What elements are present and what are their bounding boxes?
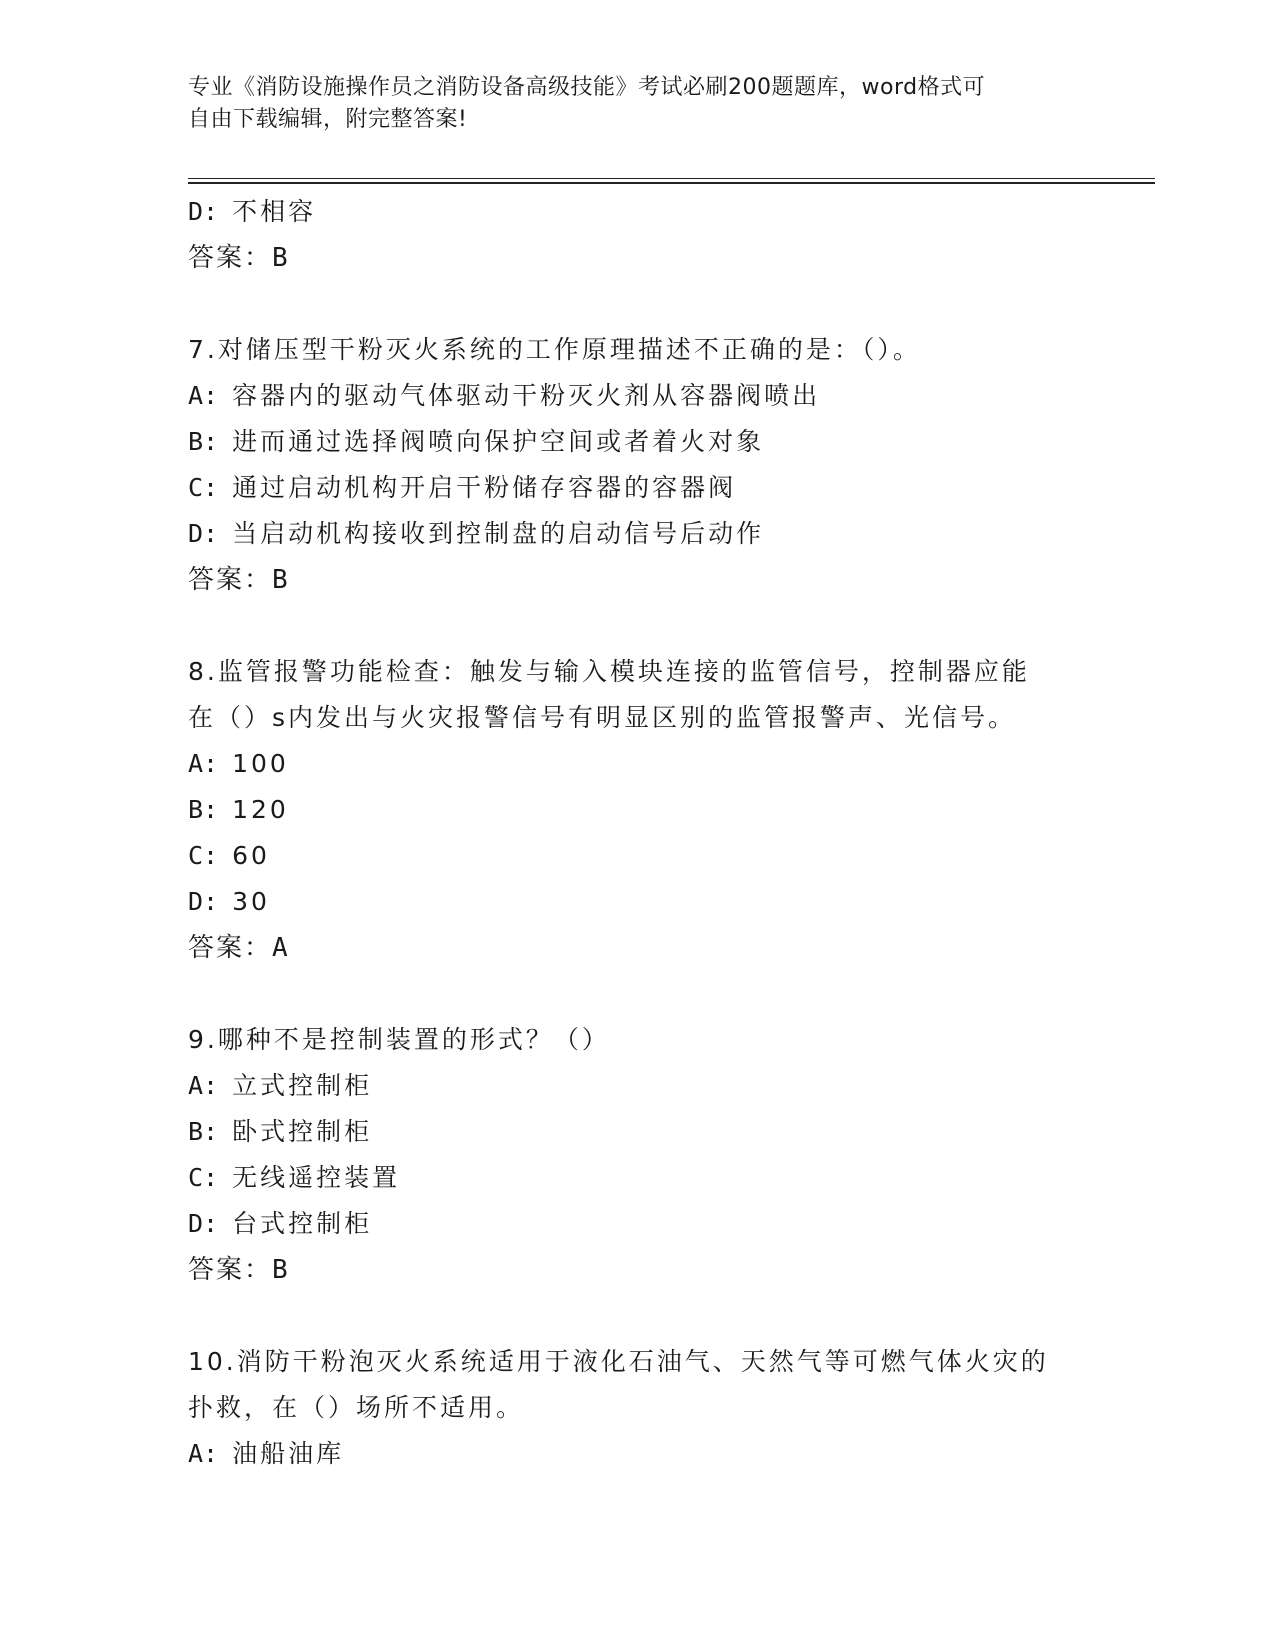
option-c <box>188 833 1088 879</box>
question-stem-line-2: 扑救，在（）场所不适用。 <box>188 1393 525 1422</box>
document-header <box>188 72 1088 136</box>
option-text: 通过启动机构开启干粉储存容器的容器阀 <box>232 473 737 502</box>
question-stem-line-1: 8.监管报警功能检查：触发与输入模块连接的监管信号，控制器应能 <box>188 657 1030 686</box>
option-letter: A: <box>188 749 219 778</box>
option-text: 台式控制柜 <box>232 1209 373 1238</box>
option-text: 120 <box>232 795 289 824</box>
question-list <box>188 189 1088 1477</box>
spacer <box>188 1293 1088 1339</box>
question-stem-line-2: 在（）s内发出与火灾报警信号有明显区别的监管报警声、光信号。 <box>188 703 1017 732</box>
option-letter: B: <box>188 427 219 456</box>
option-c <box>188 1155 1088 1201</box>
question-stem: 7.对储压型干粉灭火系统的工作原理描述不正确的是：（）。 <box>188 335 921 364</box>
answer-line <box>188 557 1088 603</box>
answer-label: 答案： <box>188 1255 273 1285</box>
option-text: 30 <box>232 887 270 916</box>
option-letter: B: <box>188 795 219 824</box>
option-text: 容器内的驱动气体驱动干粉灭火剂从容器阀喷出 <box>232 381 821 410</box>
spacer <box>188 281 1088 327</box>
option-text: 当启动机构接收到控制盘的启动信号后动作 <box>232 519 765 548</box>
answer-value: B <box>272 243 289 273</box>
option-letter: A: <box>188 1071 219 1100</box>
option-d <box>188 879 1088 925</box>
answer-label: 答案： <box>188 933 273 963</box>
answer-line <box>188 1247 1088 1293</box>
option-letter: A: <box>188 381 219 410</box>
option-text: 卧式控制柜 <box>232 1117 373 1146</box>
option-a <box>188 373 1088 419</box>
option-d <box>188 189 1088 235</box>
answer-label: 答案： <box>188 565 273 595</box>
answer-value: A <box>272 933 289 963</box>
header-title-line-1: 专业《消防设施操作员之消防设备高级技能》考试必刷200题题库，word格式可 <box>188 75 986 100</box>
spacer <box>188 603 1088 649</box>
option-c <box>188 465 1088 511</box>
question-stem: 9.哪种不是控制装置的形式？（） <box>188 1025 610 1054</box>
option-letter: B: <box>188 1117 219 1146</box>
option-letter: D: <box>188 887 219 916</box>
option-a <box>188 741 1088 787</box>
option-text: 无线遥控装置 <box>232 1163 401 1192</box>
header-title-line-2: 自由下载编辑，附完整答案! <box>188 107 468 132</box>
option-text: 100 <box>232 749 289 778</box>
header-divider-thick <box>188 182 1155 184</box>
option-letter: D: <box>188 519 219 548</box>
header-divider-thin <box>188 178 1155 179</box>
option-b <box>188 419 1088 465</box>
answer-label: 答案： <box>188 243 273 273</box>
answer-value: B <box>272 1255 289 1285</box>
option-letter: D: <box>188 197 219 226</box>
option-letter: C: <box>188 1163 219 1192</box>
answer-value: B <box>272 565 289 595</box>
option-letter: D: <box>188 1209 219 1238</box>
option-a <box>188 1063 1088 1109</box>
option-letter: C: <box>188 473 219 502</box>
option-letter: A: <box>188 1439 219 1468</box>
option-text: 立式控制柜 <box>232 1071 373 1100</box>
option-b <box>188 787 1088 833</box>
option-text: 油船油库 <box>232 1439 345 1468</box>
option-text: 60 <box>232 841 270 870</box>
option-text: 进而通过选择阀喷向保护空间或者着火对象 <box>232 427 765 456</box>
option-text: 不相容 <box>232 197 317 226</box>
answer-line <box>188 925 1088 971</box>
option-a <box>188 1431 1088 1477</box>
answer-line <box>188 235 1088 281</box>
option-b <box>188 1109 1088 1155</box>
spacer <box>188 971 1088 1017</box>
option-letter: C: <box>188 841 219 870</box>
question-stem-line-1: 10.消防干粉泡灭火系统适用于液化石油气、天然气等可燃气体火灾的 <box>188 1347 1049 1376</box>
option-d <box>188 1201 1088 1247</box>
option-d <box>188 511 1088 557</box>
